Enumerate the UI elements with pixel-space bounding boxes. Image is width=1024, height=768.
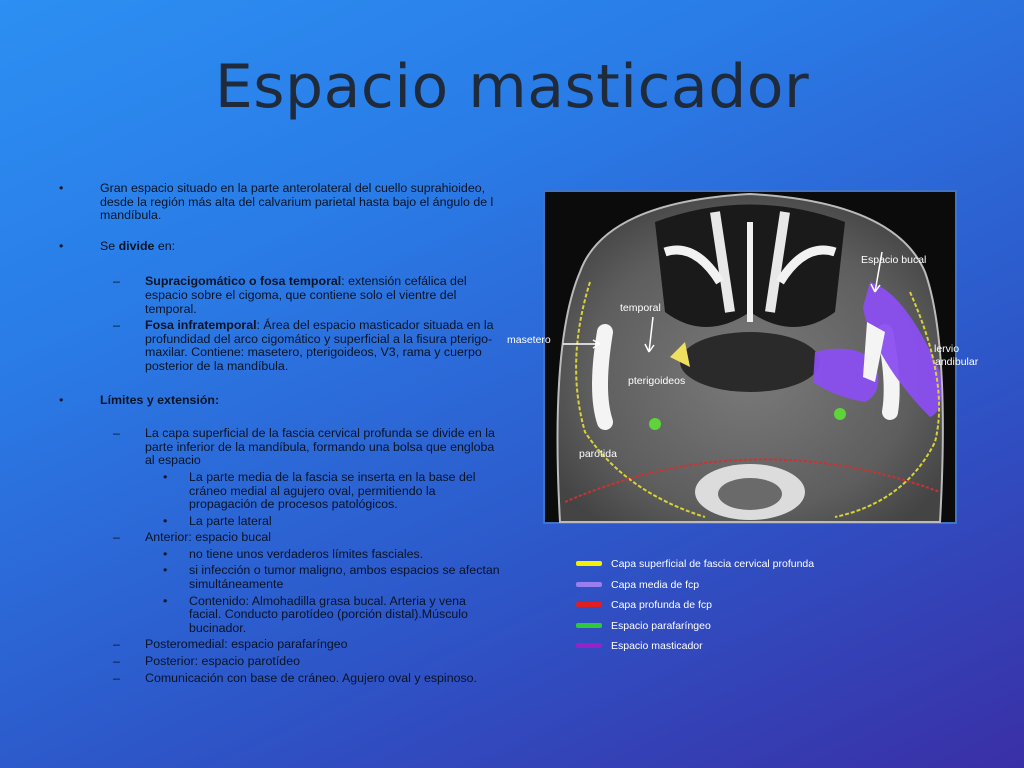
legend-label: Capa profunda de fcp xyxy=(611,599,712,611)
ct-scan-image xyxy=(543,190,979,524)
legend-label: Espacio parafaríngeo xyxy=(611,619,711,632)
sub-item-text: : Área del espacio masticador situada en la profundidad del arco cigomático y superficial a la fisura pterigo-maxilar. Contiene: masetero, pterigoideos, V3, rama y cuerpo posterior de la mandíbula. xyxy=(145,318,494,373)
label-masetero: masetero xyxy=(507,334,551,346)
sub-item-text: : extensión cefálica del espacio sobre el cigoma, que contiene solo el vientre del temporal. xyxy=(145,274,467,316)
sub-item xyxy=(55,638,500,652)
sub-item xyxy=(55,655,500,669)
legend-label: Capa media de fcp xyxy=(611,578,700,591)
sub-item xyxy=(55,531,500,545)
bullet-dot: • xyxy=(163,593,168,608)
sub-item xyxy=(55,672,500,686)
bullet-dot: • xyxy=(59,392,64,407)
sub-item xyxy=(55,319,500,373)
bullet-item xyxy=(55,394,500,408)
body-text xyxy=(55,182,500,685)
bullet-text-bold: Límites y extensión: xyxy=(100,392,220,407)
bullet-text-post: en: xyxy=(154,238,176,253)
bullet-item xyxy=(55,240,500,254)
legend-label: Espacio masticador xyxy=(611,640,703,652)
sub-item-text: Anterior: espacio bucal xyxy=(145,530,272,545)
sub-item-bold: Supracigomático o fosa temporal xyxy=(145,274,342,289)
bullet-dash: – xyxy=(113,637,120,652)
sub-item-bold: Fosa infratemporal xyxy=(145,318,257,333)
bullet-dot: • xyxy=(163,563,168,578)
bullet-dot: • xyxy=(59,238,64,253)
sub-sub-item xyxy=(55,564,500,591)
slide-title: Espacio masticador xyxy=(214,52,810,122)
bullet-item xyxy=(55,182,500,223)
sub-sub-item-text: si infección o tumor maligno, ambos espacios se afectan simultáneamente xyxy=(189,563,500,592)
sub-sub-item-text: La parte media de la fascia se inserta en la base del cráneo medial al agujero oval, permitiendo la propagación de procesos patológicos. xyxy=(189,469,476,512)
label-espacio-bucal: Espacio bucal xyxy=(861,254,927,266)
bullet-text-bold: divide xyxy=(118,238,155,253)
sub-item-text: Posterior: espacio parotídeo xyxy=(145,654,300,669)
bullet-text-pre: Se xyxy=(100,238,119,253)
label-temporal: temporal xyxy=(620,302,661,314)
sub-item xyxy=(55,275,500,316)
legend-swatch xyxy=(576,623,602,628)
label-pterigoideos: pterigoideos xyxy=(628,375,686,387)
sub-sub-item xyxy=(55,595,500,636)
bullet-dot: • xyxy=(163,513,168,528)
legend-swatch xyxy=(576,561,602,566)
bullet-dash: – xyxy=(113,654,120,669)
bullet-dash: – xyxy=(113,426,120,441)
bullet-dash: – xyxy=(113,670,120,685)
label-nervio-1: lervio xyxy=(934,343,960,355)
bullet-dash: – xyxy=(113,274,120,289)
sub-sub-item-text: no tiene unos verdaderos límites fasciales. xyxy=(189,546,424,561)
bullet-dot: • xyxy=(163,546,168,561)
sub-sub-item xyxy=(55,515,500,529)
legend-swatch xyxy=(576,582,602,587)
legend-label: Capa superficial de fascia cervical profunda xyxy=(611,558,815,570)
sub-sub-item xyxy=(55,471,500,512)
label-nervio-2: andibular xyxy=(935,356,979,368)
bullet-dash: – xyxy=(113,530,120,545)
bullet-text: Gran espacio situado en la parte anterolateral del cuello suprahioideo, desde la región más alta del calvarium parietal hasta bajo el ángulo de l mandíbula. xyxy=(100,181,494,223)
ct-scan-drawing xyxy=(545,192,955,522)
sub-item xyxy=(55,427,500,468)
legend-swatch xyxy=(576,602,602,607)
legend-swatch xyxy=(576,643,602,648)
bullet-dash: – xyxy=(113,318,120,333)
sub-sub-item-text: Contenido: Almohadilla grasa bucal. Arteria y vena facial. Conducto parotídeo (porción distal).Músculo bucinador. xyxy=(189,593,468,635)
label-parotida: parótida xyxy=(579,448,617,460)
sub-item-text: La capa superficial de la fascia cervical profunda se divide en la parte inferior de la mandíbula, formando una bolsa que engloba al espacio xyxy=(145,426,495,468)
bullet-dot: • xyxy=(59,181,64,195)
sub-sub-item-text: La parte lateral xyxy=(189,513,272,528)
sub-item-text: Posteromedial: espacio parafaríngeo xyxy=(145,637,348,652)
sub-item-text: Comunicación con base de cráneo. Agujero oval y espinoso. xyxy=(145,670,477,685)
sub-sub-item xyxy=(55,548,500,562)
bullet-dot: • xyxy=(163,469,168,484)
